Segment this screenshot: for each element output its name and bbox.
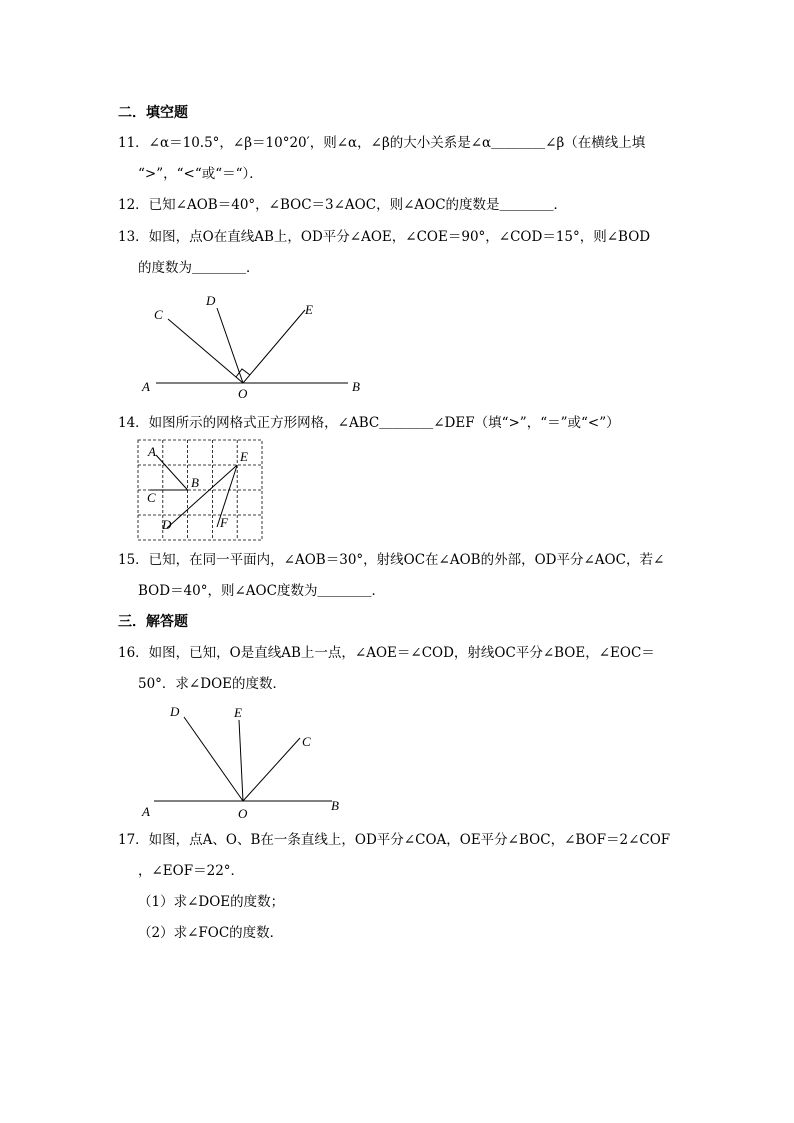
q13-line1: 13．如图，点O在直线AB上，OD平分∠AOE，∠COE＝90°，∠COD＝15°，则∠BOD bbox=[118, 229, 651, 245]
q17-sub2: （2）求∠FOC的度数． bbox=[138, 925, 284, 941]
q16-label-e: E bbox=[234, 705, 242, 720]
q17-sub1: （1）求∠DOE的度数； bbox=[138, 894, 285, 910]
q13-label-o: O bbox=[238, 386, 248, 401]
q17-line2: ，∠EOF＝22°． bbox=[138, 863, 245, 879]
q14-grid-figure bbox=[136, 437, 266, 543]
q16-label-o: O bbox=[238, 806, 248, 821]
q16-ray-oe bbox=[239, 720, 243, 801]
q16-label-b: B bbox=[331, 798, 339, 813]
q11-line1: 11．∠α＝10.5°，∠β＝10°20′，则∠α，∠β的大小关系是∠α＿＿＿＿∠β（在横线上填 bbox=[118, 135, 646, 151]
q12-line1: 12．已知∠AOB＝40°，∠BOC＝3∠AOC，则∠AOC的度数是＿＿＿＿． bbox=[118, 197, 568, 213]
q16-label-c: C bbox=[302, 734, 311, 749]
q13-figure bbox=[130, 288, 380, 403]
q14-label-f: F bbox=[220, 515, 228, 530]
q16-line2: 50°．求∠DOE的度数． bbox=[138, 676, 286, 692]
q13-label-c: C bbox=[154, 307, 163, 322]
q15-line2: BOD＝40°，则∠AOC度数为＿＿＿＿． bbox=[138, 583, 385, 599]
q14-label-b: B bbox=[191, 475, 199, 490]
q13-label-d: D bbox=[206, 293, 216, 308]
q13-label-e: E bbox=[305, 302, 313, 317]
q16-ray-od bbox=[184, 717, 243, 801]
q14-label-d: D bbox=[162, 517, 172, 532]
q17-line1: 17．如图，点A、O、B在一条直线上，OD平分∠COA，OE平分∠BOC，∠BOF＝2∠COF bbox=[118, 832, 671, 848]
q16-figure bbox=[132, 700, 352, 822]
q14-label-a: A bbox=[148, 444, 156, 459]
q14-segment-ab bbox=[156, 455, 188, 490]
section-fill-in-title: 二．填空题 bbox=[118, 105, 188, 121]
q16-line1: 16．如图，已知，O是直线AB上一点，∠AOE＝∠COD，射线OC平分∠BOE，∠EOC＝ bbox=[118, 645, 655, 661]
q14-line1: 14．如图所示的网格式正方形网格，∠ABC＿＿＿＿∠DEF（填“>”，“＝”或“<”） bbox=[118, 415, 620, 431]
q16-label-d: D bbox=[170, 704, 180, 719]
q13-label-a: A bbox=[142, 379, 150, 394]
q14-label-e: E bbox=[240, 449, 248, 464]
q14-label-c: C bbox=[147, 490, 156, 505]
q11-line2: “>”，“<“或“＝“）． bbox=[138, 166, 263, 182]
q16-label-a: A bbox=[142, 804, 150, 819]
q13-ray-oe bbox=[243, 310, 305, 383]
q13-line2: 的度数为＿＿＿＿． bbox=[138, 260, 260, 276]
q13-label-b: B bbox=[352, 379, 360, 394]
q16-ray-oc bbox=[243, 738, 300, 801]
section-answer-title: 三．解答题 bbox=[118, 614, 188, 630]
q15-line1: 15．已知，在同一平面内，∠AOB＝30°，射线OC在∠AOB的外部，OD平分∠AOC，若∠ bbox=[118, 552, 665, 568]
